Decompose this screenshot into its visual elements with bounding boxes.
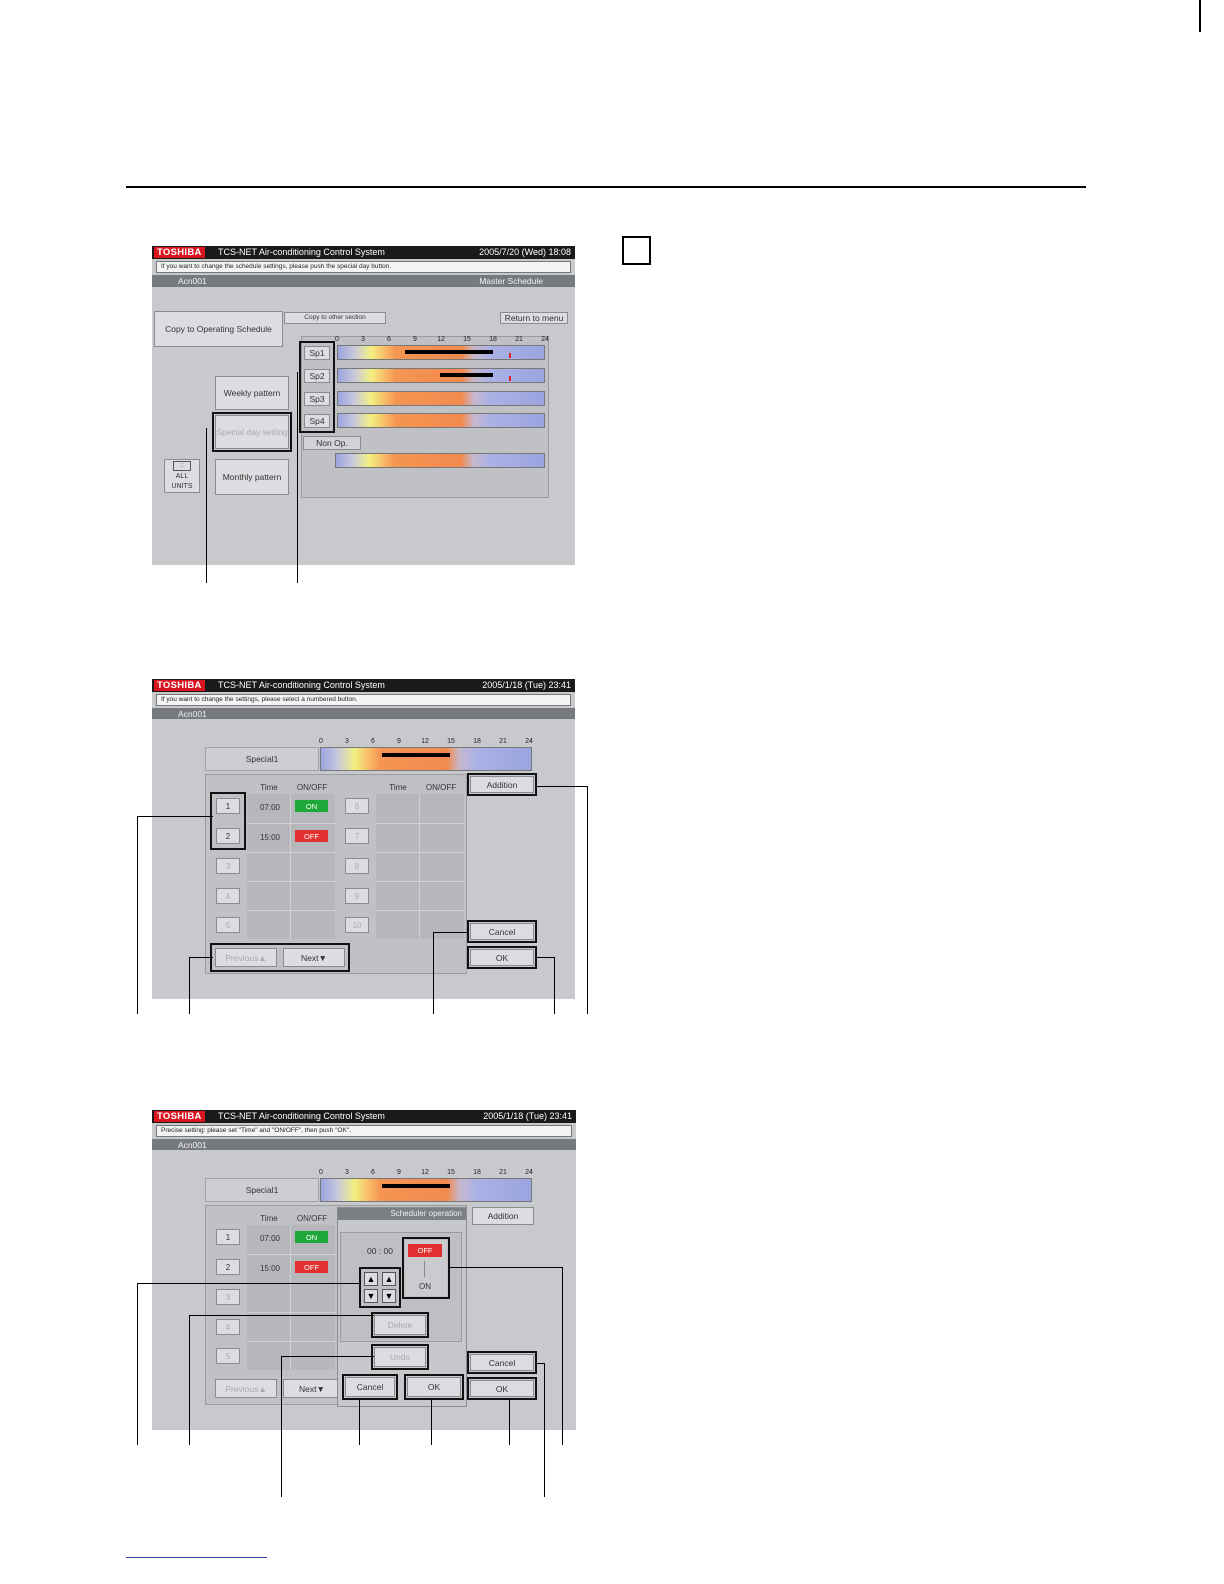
page-edge-bar (1199, 0, 1201, 32)
datetime: 2005/1/18 (Tue) 23:41 (483, 1111, 572, 1121)
row-divider (247, 1254, 335, 1255)
col-time: Time (260, 783, 278, 792)
leader-line (433, 932, 434, 1014)
dialog-title: Scheduler operation (338, 1208, 466, 1220)
tick: 12 (421, 738, 429, 745)
toshiba-logo: TOSHIBA (154, 1111, 205, 1122)
sp3-timeline (337, 391, 545, 406)
leader-line (297, 372, 298, 583)
tick: 3 (361, 336, 365, 343)
sp3-button[interactable]: Sp3 (304, 392, 330, 406)
option-off[interactable]: OFF (408, 1244, 442, 1257)
tick: 0 (319, 738, 323, 745)
entry-table-right (376, 794, 464, 939)
tick: 12 (437, 336, 445, 343)
leader-line (189, 1315, 374, 1316)
entry-button-10[interactable]: 10 (345, 917, 369, 933)
row-divider (247, 1341, 335, 1342)
leader-line (281, 1356, 282, 1497)
hour-scale (319, 1169, 533, 1178)
tick: 3 (345, 738, 349, 745)
entry-state-on: ON (295, 800, 328, 812)
col-time: Time (389, 783, 407, 792)
leader-line (509, 1399, 510, 1445)
row-divider (247, 823, 335, 824)
leader-line (448, 1267, 562, 1268)
tick: 9 (413, 336, 417, 343)
tick: 15 (463, 336, 471, 343)
minute-down-arrow-icon[interactable]: ▼ (382, 1289, 396, 1303)
col-divider (419, 794, 420, 939)
units-icon: :: (173, 461, 191, 471)
title-bar (152, 679, 575, 692)
time-value: 00 : 00 (367, 1246, 393, 1256)
cancel-button[interactable]: Cancel (470, 1354, 534, 1371)
tick: 6 (371, 738, 375, 745)
entry-button-2[interactable]: 2 (216, 828, 240, 844)
message-line: Precise setting: please set "Time" and "ON/OFF", then push "OK". (156, 1125, 572, 1137)
entry-table-left (247, 794, 335, 939)
ok-button[interactable]: OK (470, 949, 534, 966)
system-title: TCS-NET Air-conditioning Control System (218, 1111, 385, 1121)
cancel-button[interactable]: Cancel (470, 923, 534, 940)
scheduler-operation-screen (152, 1110, 576, 1430)
leader-line (189, 1315, 190, 1445)
entry-table-left (247, 1225, 335, 1370)
special1-timeline (320, 747, 532, 771)
row-divider (376, 910, 464, 911)
tick: 18 (473, 1169, 481, 1176)
col-onoff: ON/OFF (425, 783, 457, 792)
sp2-marker (509, 376, 511, 381)
tick: 18 (473, 738, 481, 745)
leader-line (137, 1283, 361, 1284)
message-line: If you want to change the settings, please select a numbered button. (156, 694, 571, 706)
entry-button-8[interactable]: 8 (345, 858, 369, 874)
row-divider (376, 852, 464, 853)
col-divider (290, 794, 291, 939)
entry-button-4[interactable]: 4 (216, 888, 240, 904)
entry-state-off: OFF (295, 1261, 328, 1273)
pattern-name: Special1 (205, 1178, 319, 1202)
entry-button-3[interactable]: 3 (216, 858, 240, 874)
tick: 0 (335, 336, 339, 343)
hour-scale (319, 738, 533, 747)
all-units-label: ALL UNITS (171, 472, 193, 490)
entry-button-3[interactable]: 3 (216, 1289, 240, 1305)
undo-button[interactable]: Undo (374, 1347, 426, 1367)
copy-to-operating-button[interactable]: Copy to Operating Schedule (154, 311, 283, 347)
leader-line (587, 786, 588, 1014)
leader-line (189, 957, 190, 1014)
entry-button-5[interactable]: 5 (216, 917, 240, 933)
sp1-on-bar (405, 350, 493, 354)
tick: 24 (541, 336, 549, 343)
sp2-on-bar (440, 373, 493, 377)
leader-line (281, 1356, 374, 1357)
delete-button[interactable]: Delete (374, 1315, 426, 1335)
sp4-button[interactable]: Sp4 (304, 414, 330, 428)
system-title: TCS-NET Air-conditioning Control System (218, 680, 385, 690)
row-divider (376, 823, 464, 824)
datetime: 2005/7/20 (Wed) 18:08 (479, 247, 571, 257)
entry-button-1[interactable]: 1 (216, 798, 240, 814)
leader-line (536, 1363, 544, 1364)
leader-line (544, 1363, 545, 1497)
leader-line (206, 428, 207, 583)
special1-timeline (320, 1178, 532, 1202)
sp4-timeline (337, 413, 545, 428)
title-bar (152, 246, 575, 259)
col-onoff: ON/OFF (296, 1214, 328, 1223)
tick: 9 (397, 738, 401, 745)
col-onoff: ON/OFF (296, 783, 328, 792)
next-button[interactable]: Next▼ (283, 1379, 341, 1398)
monthly-pattern-button[interactable]: Monthly pattern (215, 459, 289, 495)
step-number-box (622, 236, 651, 265)
leader-line (137, 1283, 138, 1445)
non-op-timeline (335, 453, 545, 468)
area-name: Acn001 (178, 709, 207, 719)
area-bar (152, 708, 575, 719)
entry-time: 15:00 (259, 833, 281, 842)
tick: 18 (489, 336, 497, 343)
non-op-label: Non Op. (303, 436, 361, 450)
tick: 0 (319, 1169, 323, 1176)
special-day-setting-button[interactable]: Special day setting (215, 415, 289, 449)
datetime: 2005/1/18 (Tue) 23:41 (482, 680, 571, 690)
tick: 9 (397, 1169, 401, 1176)
area-bar (152, 1139, 576, 1150)
tick: 15 (447, 1169, 455, 1176)
addition-button[interactable]: Addition (472, 1207, 534, 1225)
area-bar (152, 275, 575, 287)
all-units-button[interactable] (164, 459, 200, 493)
sp2-button[interactable]: Sp2 (304, 369, 330, 383)
row-divider (247, 881, 335, 882)
selector-divider (424, 1261, 425, 1277)
special1-on-bar (382, 1184, 450, 1188)
entry-time: 07:00 (259, 1234, 281, 1243)
entry-button-9[interactable]: 9 (345, 888, 369, 904)
entry-button-5[interactable]: 5 (216, 1348, 240, 1364)
tick: 6 (387, 336, 391, 343)
toshiba-logo: TOSHIBA (154, 680, 205, 691)
col-divider (290, 1225, 291, 1370)
return-to-menu-button[interactable]: Return to menu (500, 312, 568, 324)
system-title: TCS-NET Air-conditioning Control System (218, 247, 385, 257)
leader-line (137, 816, 213, 817)
schedule-mode: Master Schedule (479, 276, 543, 286)
leader-line (536, 786, 587, 787)
message-line: If you want to change the schedule settings, please push the special day button. (156, 261, 571, 273)
leader-line (562, 1267, 563, 1445)
tick: 12 (421, 1169, 429, 1176)
entry-button-4[interactable]: 4 (216, 1319, 240, 1335)
copy-to-other-section-button[interactable]: Copy to other section (284, 312, 386, 324)
next-button[interactable]: Next▼ (283, 948, 345, 967)
toshiba-logo: TOSHIBA (154, 247, 205, 258)
leader-line (189, 957, 213, 958)
leader-line (433, 932, 468, 933)
col-time: Time (260, 1214, 278, 1223)
area-name: Acn001 (178, 276, 207, 286)
hour-scale (335, 336, 549, 345)
leader-line (137, 816, 138, 1014)
master-schedule-screen (152, 246, 575, 565)
leader-line (359, 1399, 360, 1445)
dialog-ok-button[interactable]: OK (407, 1377, 461, 1397)
area-name: Acn001 (178, 1140, 207, 1150)
tick: 24 (525, 1169, 533, 1176)
ok-button[interactable]: OK (470, 1380, 534, 1397)
entry-button-2[interactable]: 2 (216, 1259, 240, 1275)
hour-up-arrow-icon[interactable]: ▲ (364, 1272, 378, 1286)
tick: 15 (447, 738, 455, 745)
row-divider (376, 881, 464, 882)
previous-button[interactable]: Previous▲ (215, 948, 277, 967)
special1-on-bar (382, 753, 450, 757)
entry-time: 07:00 (259, 803, 281, 812)
sp1-marker (509, 353, 511, 358)
tick: 21 (499, 1169, 507, 1176)
sp1-button[interactable]: Sp1 (304, 346, 330, 360)
leader-line (431, 1399, 432, 1445)
section-rule (126, 186, 1086, 188)
title-bar (152, 1110, 576, 1123)
entry-button-7[interactable]: 7 (345, 828, 369, 844)
special-day-screen (152, 679, 575, 999)
entry-button-1[interactable]: 1 (216, 1229, 240, 1245)
footer-link-underline (126, 1557, 267, 1558)
tick: 24 (525, 738, 533, 745)
weekly-pattern-button[interactable]: Weekly pattern (215, 376, 289, 410)
previous-button[interactable]: Previous▲ (215, 1379, 277, 1398)
minute-up-arrow-icon[interactable]: ▲ (382, 1272, 396, 1286)
tick: 6 (371, 1169, 375, 1176)
dialog-cancel-button[interactable]: Cancel (345, 1377, 395, 1397)
entry-button-6[interactable]: 6 (345, 798, 369, 814)
leader-line (536, 957, 554, 958)
row-divider (247, 910, 335, 911)
entry-state-on: ON (295, 1231, 328, 1243)
addition-button[interactable]: Addition (470, 776, 534, 793)
tick: 3 (345, 1169, 349, 1176)
row-divider (247, 1312, 335, 1313)
entry-state-off: OFF (295, 830, 328, 842)
pattern-name: Special1 (205, 747, 319, 771)
tick: 21 (515, 336, 523, 343)
option-on[interactable]: ON (419, 1282, 431, 1291)
entry-time: 15:00 (259, 1264, 281, 1273)
tick: 21 (499, 738, 507, 745)
row-divider (247, 852, 335, 853)
leader-line (554, 957, 555, 1014)
hour-down-arrow-icon[interactable]: ▼ (364, 1289, 378, 1303)
